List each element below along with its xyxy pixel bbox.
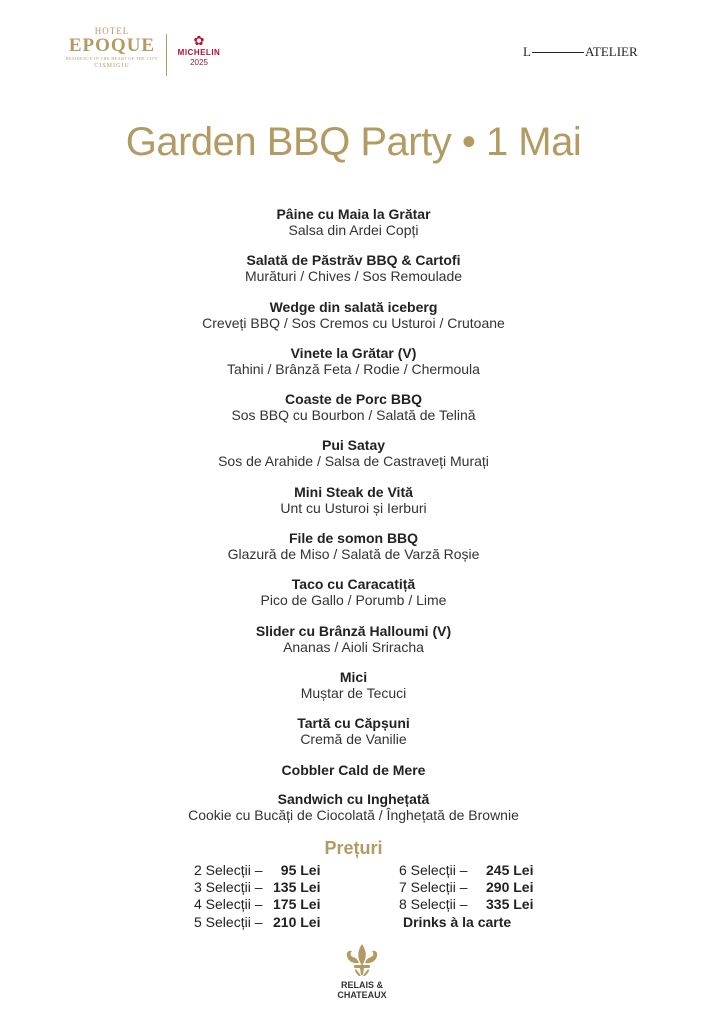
menu-item-name: Slider cu Brânză Halloumi (V) bbox=[255, 622, 452, 639]
michelin-logo bbox=[174, 34, 224, 68]
price-row bbox=[194, 879, 320, 896]
michelin-name: MICHELIN bbox=[177, 48, 221, 57]
menu-item-description: Murături / Chives / Sos Remoulade bbox=[244, 268, 463, 285]
menu-item bbox=[0, 623, 707, 669]
atelier-left-text: L bbox=[523, 44, 531, 59]
price-label: 5 Selecții – bbox=[194, 913, 263, 930]
menu-item bbox=[0, 484, 707, 530]
menu-item-name: Sandwich cu Inghețată bbox=[277, 790, 430, 807]
relais-chateaux-logo bbox=[330, 942, 394, 1000]
menu-item-description: Cremă de Vanilie bbox=[300, 731, 407, 748]
relais-text-line2: CHATEAUX bbox=[337, 990, 387, 1000]
price-row bbox=[194, 896, 320, 913]
menu-item-description: Pico de Gallo / Porumb / Lime bbox=[260, 592, 447, 609]
atelier-right-text: ATELIER bbox=[584, 44, 638, 59]
fleur-de-lis-icon bbox=[342, 942, 382, 978]
price-row bbox=[194, 914, 320, 931]
prices-left-column bbox=[194, 862, 320, 931]
menu-item-name: Pui Satay bbox=[321, 437, 386, 454]
price-row bbox=[399, 896, 533, 913]
menu-item bbox=[0, 791, 707, 837]
menu-item bbox=[0, 391, 707, 437]
menu-item-name: Tartă cu Căpșuni bbox=[297, 715, 410, 732]
menu-item bbox=[0, 762, 707, 791]
michelin-flower-icon: ✿ bbox=[193, 33, 205, 48]
menu-list bbox=[0, 206, 707, 837]
menu-item bbox=[0, 576, 707, 622]
menu-item-name: Pâine cu Maia la Grătar bbox=[276, 206, 431, 222]
hotel-name: EPOQUE bbox=[68, 35, 156, 56]
menu-item-description: Glazură de Miso / Salată de Varză Roșie bbox=[227, 546, 480, 563]
hotel-label: HOTEL bbox=[94, 26, 130, 36]
page-title: Garden BBQ Party • 1 Mai bbox=[125, 120, 582, 164]
menu-item-name: Salată de Păstrăv BBQ & Cartofi bbox=[246, 252, 461, 269]
menu-item-name: Cobbler Cald de Mere bbox=[281, 761, 426, 778]
menu-item-name: Vinete la Grătar (V) bbox=[290, 344, 417, 361]
price-label: 4 Selecții – bbox=[194, 896, 263, 913]
menu-item-name: Coaste de Porc BBQ bbox=[285, 391, 422, 408]
menu-item bbox=[0, 299, 707, 345]
menu-item-name: Taco cu Caracatiță bbox=[291, 576, 416, 593]
prices-heading: Prețuri bbox=[324, 838, 383, 858]
price-label: 6 Selecții – bbox=[399, 862, 468, 878]
logo-divider bbox=[166, 34, 167, 76]
price-amount: 335 Lei bbox=[486, 896, 534, 913]
relais-text-line1: RELAIS & bbox=[340, 980, 383, 990]
price-label: 3 Selecții – bbox=[194, 879, 263, 896]
menu-item-name: Mici bbox=[339, 668, 368, 685]
menu-item bbox=[0, 345, 707, 391]
drinks-note: Drinks à la carte bbox=[403, 913, 512, 930]
price-label: 8 Selecții – bbox=[399, 896, 468, 913]
price-amount: 135 Lei bbox=[273, 879, 321, 896]
hotel-location: CISMIGIU bbox=[94, 63, 130, 69]
atelier-line bbox=[532, 52, 584, 53]
menu-item bbox=[0, 206, 707, 252]
price-amount: 210 Lei bbox=[273, 913, 321, 930]
menu-item-name: Mini Steak de Vită bbox=[294, 483, 413, 500]
menu-item-description: Sos de Arahide / Salsa de Castraveți Murați bbox=[218, 453, 489, 470]
price-label: 2 Selecții – bbox=[194, 862, 263, 878]
price-row bbox=[194, 862, 320, 879]
menu-item-description: Salsa din Ardei Copți bbox=[288, 222, 419, 238]
price-amount: 95 Lei bbox=[280, 862, 321, 878]
menu-item-description: Unt cu Usturoi și Ierburi bbox=[280, 499, 427, 516]
menu-item-description: Ananas / Aioli Sriracha bbox=[283, 638, 424, 655]
price-amount: 175 Lei bbox=[273, 896, 321, 913]
price-row bbox=[399, 862, 533, 879]
menu-item-name: File de somon BBQ bbox=[288, 530, 419, 547]
menu-item bbox=[0, 530, 707, 576]
price-row bbox=[399, 879, 533, 896]
hotel-epoque-logo bbox=[62, 26, 162, 84]
menu-item bbox=[0, 252, 707, 298]
menu-item bbox=[0, 437, 707, 483]
prices-right-column bbox=[399, 862, 533, 931]
menu-item-name: Wedge din salată iceberg bbox=[269, 298, 438, 315]
menu-item bbox=[0, 669, 707, 715]
price-label: 7 Selecții – bbox=[399, 879, 468, 896]
menu-item-description: Sos BBQ cu Bourbon / Salată de Telină bbox=[231, 407, 476, 424]
hotel-tagline: RESIDENCE IN THE HEART OF THE CITY bbox=[65, 56, 159, 61]
menu-item-description: Muștar de Tecuci bbox=[300, 684, 407, 701]
michelin-year: 2025 bbox=[190, 58, 208, 67]
menu-item-description: Cookie cu Bucăți de Ciocolată / Înghețată de Brownie bbox=[188, 806, 519, 823]
menu-item-description: Creveți BBQ / Sos Cremos cu Usturoi / Crutoane bbox=[202, 314, 505, 331]
price-amount: 290 Lei bbox=[486, 879, 534, 896]
atelier-logo bbox=[523, 44, 638, 60]
menu-item bbox=[0, 715, 707, 761]
menu-item-description: Tahini / Brânză Feta / Rodie / Chermoula bbox=[227, 360, 480, 377]
price-amount: 245 Lei bbox=[486, 862, 534, 878]
